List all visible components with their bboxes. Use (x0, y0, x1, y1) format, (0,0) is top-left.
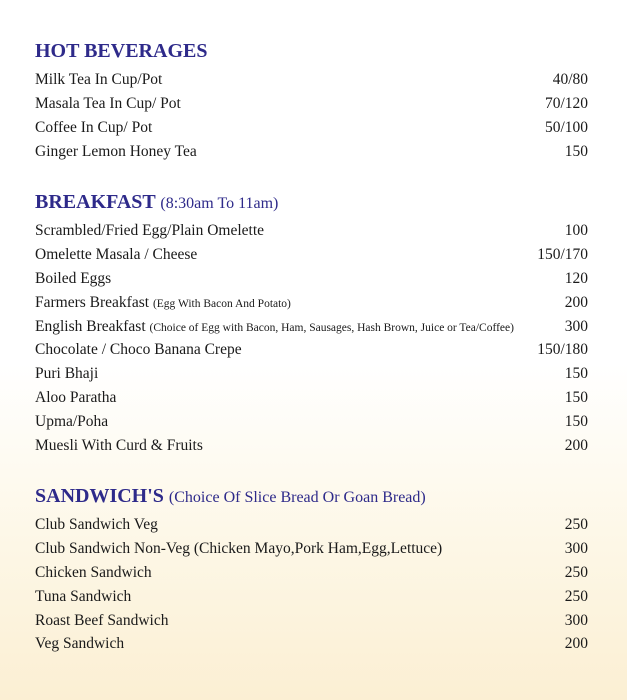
menu-item (35, 585, 588, 609)
item-name: Puri Bhaji (35, 365, 99, 383)
item-price: 200 (564, 293, 588, 311)
item-price: 300 (564, 317, 588, 335)
menu-item (35, 386, 588, 410)
item-price: 40/80 (552, 71, 588, 88)
item-price: 150 (564, 365, 588, 383)
item-name: Ginger Lemon Honey Tea (35, 142, 197, 160)
section-title-text: BREAKFAST (35, 191, 156, 213)
menu-item (35, 291, 588, 315)
item-price: 150 (564, 389, 588, 407)
item-name: Veg Sandwich (35, 635, 125, 653)
item-name: Roast Beef Sandwich (35, 611, 169, 629)
menu-item (35, 140, 588, 164)
section-breakfast (35, 189, 588, 458)
item-price: 250 (564, 563, 588, 581)
menu-item (35, 561, 588, 585)
item-name: Chicken Sandwich (35, 563, 152, 581)
item-price: 100 (564, 222, 588, 239)
item-price: 150/170 (537, 245, 588, 263)
item-name: Club Sandwich Non-Veg (Chicken Mayo,Pork Ham,Egg,Lettuce) (35, 539, 443, 557)
item-name: Boiled Eggs (35, 269, 112, 287)
item-price: 150/180 (537, 341, 588, 359)
item-price: 150 (564, 413, 588, 431)
menu-item (35, 267, 588, 291)
menu-item (35, 434, 588, 458)
item-name: Tuna Sandwich (35, 587, 132, 605)
section-title (35, 38, 588, 64)
item-note: (Choice of Egg with Bacon, Ham, Sausages, Hash Brown, Juice or Tea/Coffee) (149, 321, 514, 334)
item-name: Milk Tea In Cup/Pot (35, 71, 163, 88)
item-name: Chocolate / Choco Banana Crepe (35, 341, 242, 359)
menu-item (35, 410, 588, 434)
item-price: 250 (564, 587, 588, 605)
item-name: Scrambled/Fried Egg/Plain Omelette (35, 222, 265, 239)
menu-item (35, 537, 588, 561)
menu-list (35, 68, 588, 164)
item-price: 150 (564, 142, 588, 160)
menu-item (35, 243, 588, 267)
menu-list (35, 219, 588, 458)
item-price: 70/120 (544, 94, 588, 112)
menu-item (35, 338, 588, 362)
item-name: Coffee In Cup/ Pot (35, 118, 153, 136)
item-price: 250 (564, 516, 588, 533)
section-title (35, 483, 588, 509)
item-price: 200 (564, 437, 588, 455)
item-name: Club Sandwich Veg (35, 516, 158, 533)
menu-item (35, 315, 588, 339)
item-price: 120 (564, 269, 588, 287)
item-name: English Breakfast (35, 317, 146, 335)
menu-item (35, 513, 588, 537)
menu-item (35, 92, 588, 116)
item-price: 50/100 (544, 118, 588, 136)
menu-item (35, 116, 588, 140)
item-note: (Egg With Bacon And Potato) (152, 297, 291, 310)
menu-item (35, 68, 588, 92)
menu-item (35, 362, 588, 386)
menu-list (35, 513, 588, 656)
item-name-wrap (35, 291, 291, 317)
section-title (35, 189, 588, 215)
item-name: Omelette Masala / Cheese (35, 245, 198, 263)
section-sandwiches (35, 483, 588, 656)
section-hot-beverages (35, 38, 588, 164)
item-price: 300 (564, 539, 588, 557)
section-subtitle: (8:30am To 11am) (160, 195, 279, 212)
section-subtitle: (Choice Of Slice Bread Or Goan Bread) (168, 489, 426, 506)
item-name: Muesli With Curd & Fruits (35, 437, 203, 455)
menu-item (35, 219, 588, 243)
section-title-text: HOT BEVERAGES (35, 40, 208, 62)
item-name: Aloo Paratha (35, 389, 117, 407)
item-name: Farmers Breakfast (35, 293, 150, 311)
menu-item (35, 609, 588, 633)
item-price: 300 (564, 611, 588, 629)
menu-item (35, 632, 588, 656)
item-name: Upma/Poha (35, 413, 109, 431)
item-name-wrap (35, 315, 514, 341)
item-price: 200 (564, 635, 588, 653)
section-title-text: SANDWICH'S (35, 485, 164, 507)
item-name: Masala Tea In Cup/ Pot (35, 94, 181, 112)
